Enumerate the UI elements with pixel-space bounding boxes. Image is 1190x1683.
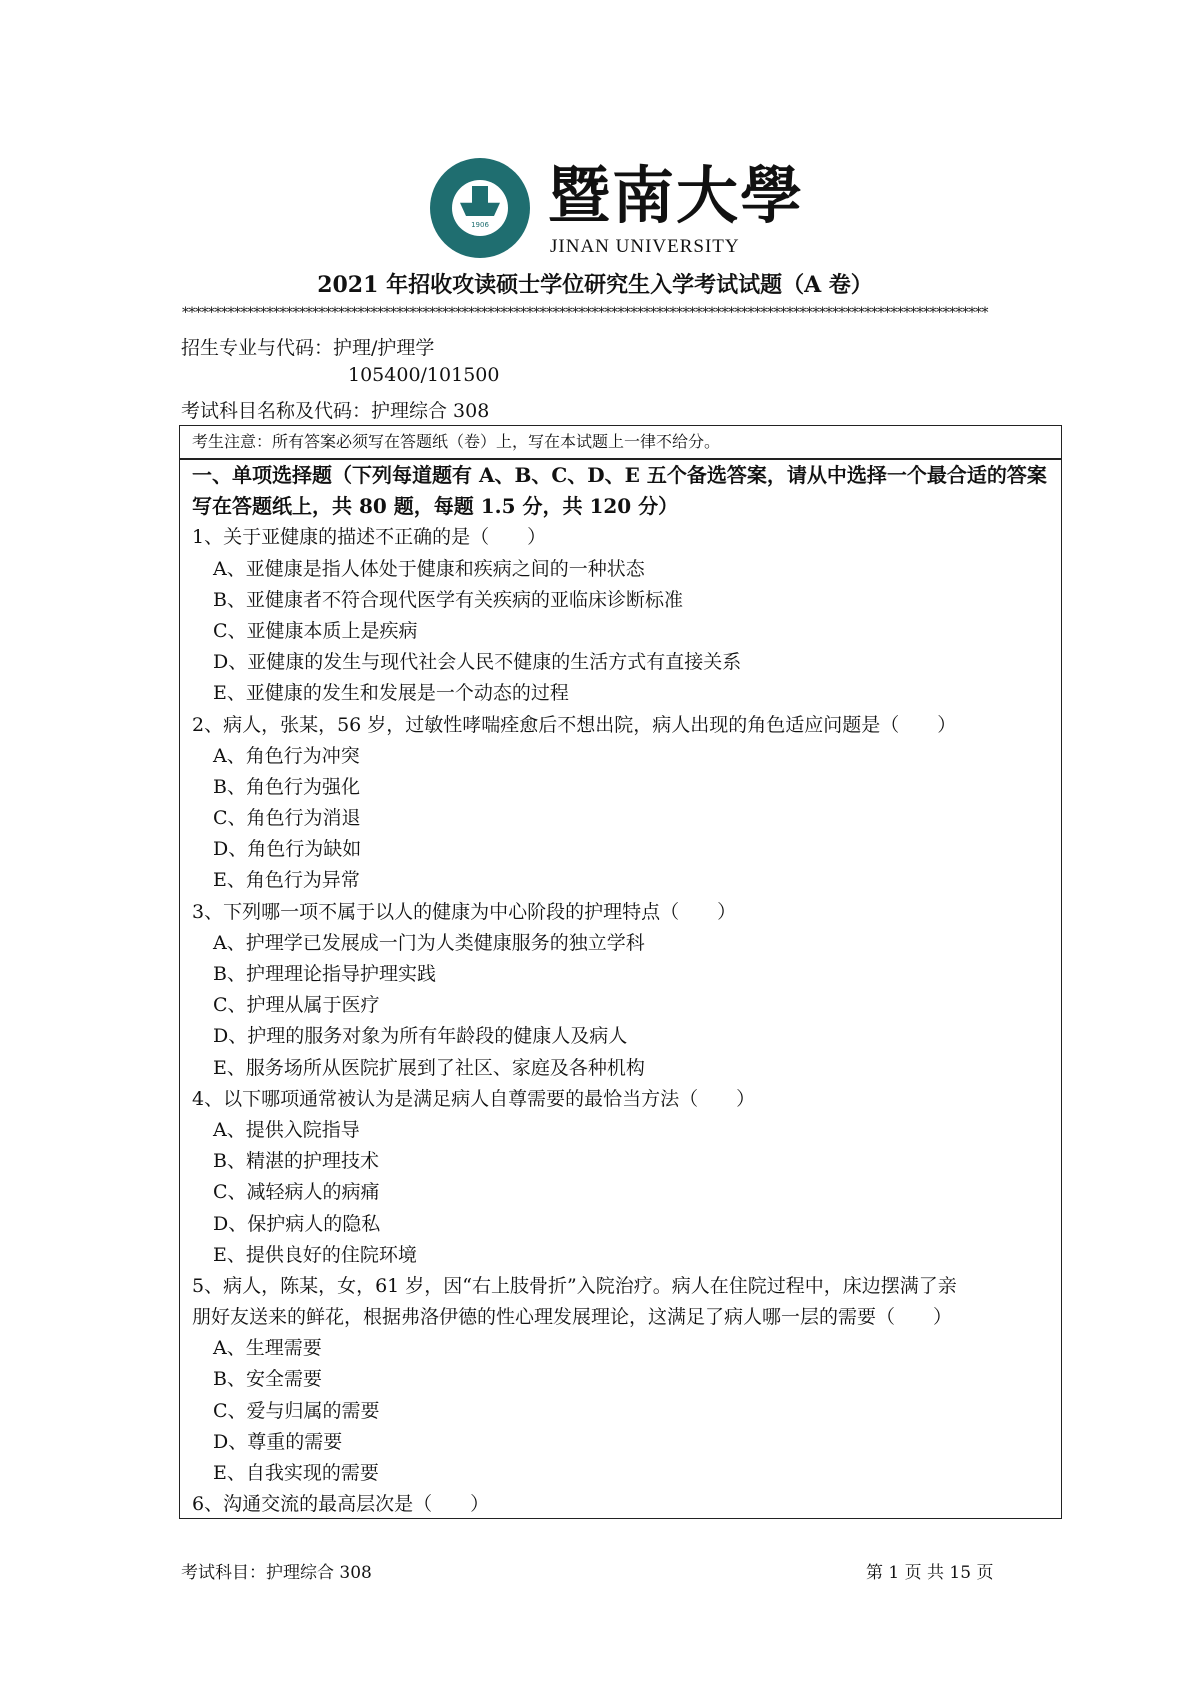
question-stem: 3、下列哪一项不属于以人的健康为中心阶段的护理特点（ ） [192, 900, 737, 923]
answer-option: D、保护病人的隐私 [213, 1212, 381, 1235]
question-stem: 4、以下哪项通常被认为是满足病人自尊需要的最恰当方法（ ） [192, 1087, 756, 1110]
answer-option: D、角色行为缺如 [213, 838, 362, 861]
answer-option: E、提供良好的住院环境 [213, 1243, 417, 1266]
star-divider: **************************************************************************************************************************** [182, 305, 988, 321]
answer-option: A、提供入院指导 [213, 1118, 360, 1141]
section-heading-cont: 写在答题纸上，共 80 题，每题 1.5 分，共 120 分） [192, 494, 679, 519]
answer-option: A、护理学已发展成一门为人类健康服务的独立学科 [213, 931, 645, 954]
answer-option: D、尊重的需要 [213, 1430, 343, 1453]
university-seal-logo [430, 158, 530, 258]
answer-option: E、亚健康的发生和发展是一个动态的过程 [213, 682, 569, 705]
major-label: 招生专业与代码：护理/护理学 [181, 337, 435, 359]
university-name-en: JINAN UNIVERSITY [550, 236, 740, 257]
section-heading: 一、单项选择题（下列每道题有 A、B、C、D、E 五个备选答案，请从中选择一个最合适的答案 [192, 463, 1047, 487]
answer-option: A、亚健康是指人体处于健康和疾病之间的一种状态 [213, 557, 645, 580]
answer-option: B、安全需要 [213, 1368, 322, 1391]
footer-subject: 考试科目：护理综合 308 [181, 1563, 372, 1583]
question-stem: 2、病人，张某，56 岁，过敏性哮喘痊愈后不想出院，病人出现的角色适应问题是（ ） [192, 713, 957, 736]
question-stem: 5、病人，陈某，女，61 岁，因“右上肢骨折”入院治疗。病人在住院过程中，床边摆满了亲 [192, 1274, 957, 1297]
question-stem: 6、沟通交流的最高层次是（ ） [192, 1493, 490, 1516]
candidate-notice: 考生注意：所有答案必须写在答题纸（卷）上，写在本试题上一律不给分。 [180, 426, 1061, 460]
major-code: 105400/101500 [348, 364, 500, 386]
answer-option: E、自我实现的需要 [213, 1462, 379, 1484]
footer-page-number: 第 1 页 共 15 页 [866, 1563, 994, 1583]
question-stem: 朋好友送来的鲜花，根据弗洛伊德的性心理发展理论，这满足了病人哪一层的需要（ ） [192, 1306, 953, 1329]
answer-option: E、角色行为异常 [213, 869, 360, 892]
answer-option: D、护理的服务对象为所有年龄段的健康人及病人 [213, 1025, 628, 1048]
answer-option: B、护理理论指导护理实践 [213, 963, 436, 985]
answer-option: C、爱与归属的需要 [213, 1399, 380, 1422]
question-list [180, 460, 1061, 1520]
answer-option: C、角色行为消退 [213, 807, 361, 830]
subject-label: 考试科目名称及代码：护理综合 308 [181, 400, 490, 422]
answer-option: E、服务场所从医院扩展到了社区、家庭及各种机构 [213, 1056, 645, 1079]
university-name-cn: 暨南大學 [548, 159, 805, 232]
question-stem: 1、关于亚健康的描述不正确的是（ ） [192, 526, 547, 549]
answer-option: C、护理从属于医疗 [213, 994, 380, 1017]
answer-option: B、角色行为强化 [213, 775, 360, 798]
answer-option: A、角色行为冲突 [213, 744, 360, 767]
answer-option: A、生理需要 [213, 1337, 322, 1360]
answer-option: B、亚健康者不符合现代医学有关疾病的亚临床诊断标准 [213, 588, 683, 611]
seal-year: 1906 [471, 221, 489, 229]
answer-option: C、亚健康本质上是疾病 [213, 619, 418, 642]
question-box [179, 425, 1062, 1519]
answer-option: D、亚健康的发生与现代社会人民不健康的生活方式有直接关系 [213, 651, 742, 674]
answer-option: B、精湛的护理技术 [213, 1150, 379, 1173]
answer-option: C、减轻病人的病痛 [213, 1181, 380, 1204]
exam-title: 2021 年招收攻读硕士学位研究生入学考试试题（A 卷） [317, 272, 873, 298]
